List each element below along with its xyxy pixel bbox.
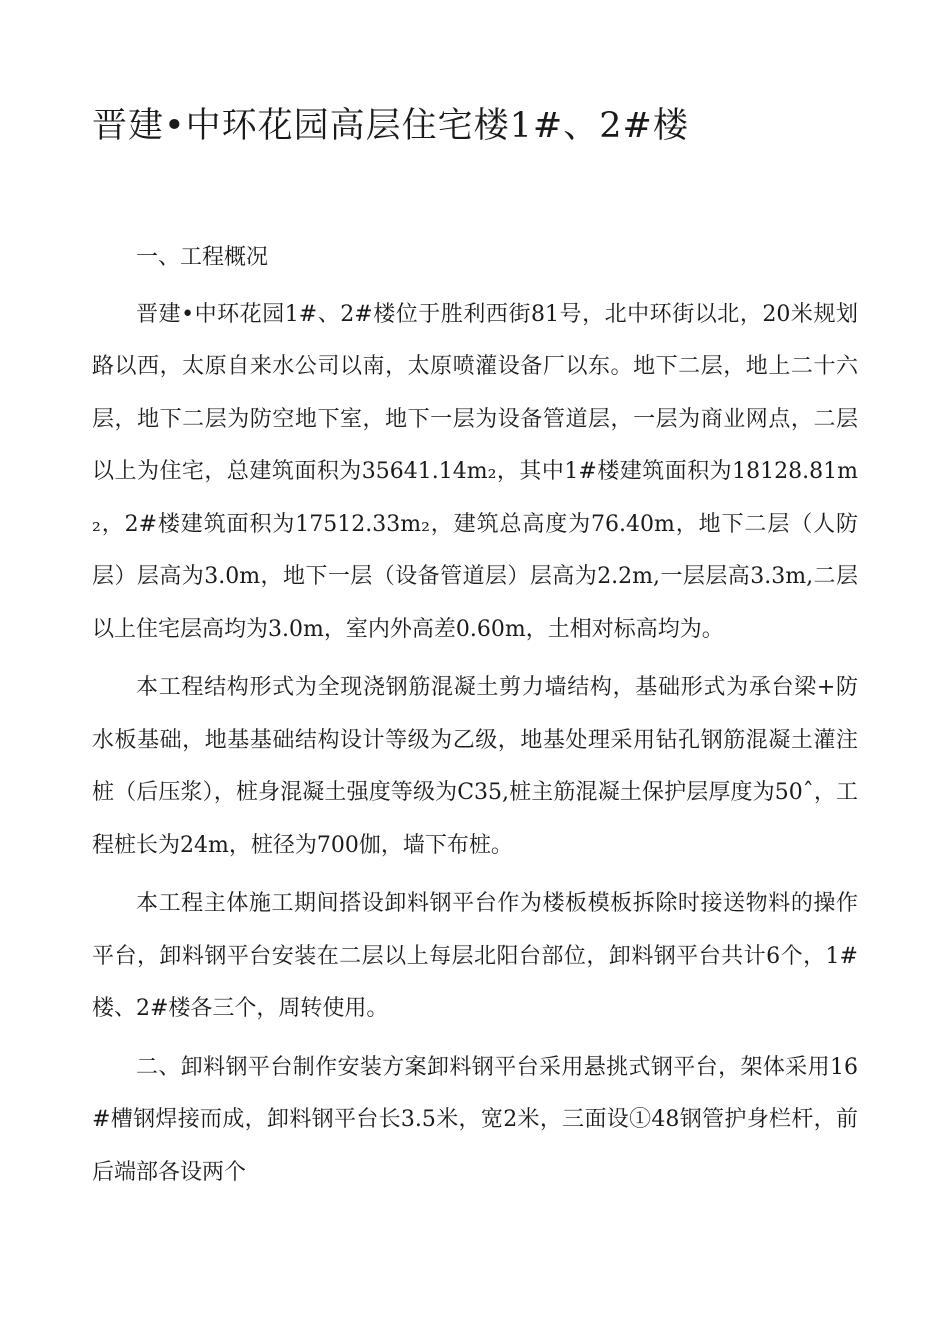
document-body (92, 232, 858, 1205)
paragraph-platform-plan: 二、卸料钢平台制作安装方案卸料钢平台采用悬挑式钢平台，架体采用16#槽钢焊接而成，卸料钢平台长3.5米，宽2米，三面设①48钢管护身栏杆，前后端部各设两个 (92, 1054, 858, 1185)
paragraph-structure: 本工程结构形式为全现浇钢筋混凝土剪力墙结构，基础形式为承台梁+防水板基础，地基基础结构设计等级为乙级，地基处理采用钻孔钢筋混凝土灌注桩（后压浆），桩身混凝土强度等级为C35,桩主筋混凝土保护层厚度为50ˆ，工程桩长为24m，桩径为700伽，墙下布桩。 (92, 675, 858, 858)
paragraph-location: 晋建•中环花园1#、2#楼位于胜利西街81号，北中环街以北，20米规划路以西，太原自来水公司以南，太原喷灌设备厂以东。地下二层，地上二十六层，地下二层为防空地下室，地下一层为设备管道层，一层为商业网点，二层以上为住宅，总建筑面积为35641.14m₂，其中1#楼建筑面积为18128.81m₂，2#楼建筑面积为17512.33m₂，建筑总高度为76.40m，地下二层（人防层）层高为3.0m，地下一层（设备管道层）层高为2.2m,一层层高3.3m,二层以上住宅层高均为3.0m，室内外高差0.60m，土相对标高均为。 (92, 301, 858, 642)
document-title: 晋建•中环花园高层住宅楼1#、2#楼 (92, 106, 689, 146)
paragraph-platform-usage: 本工程主体施工期间搭设卸料钢平台作为楼板模板拆除时接送物料的操作平台，卸料钢平台安装在二层以上每层北阳台部位，卸料钢平台共计6个，1#楼、2#楼各三个，周转使用。 (92, 891, 858, 1021)
section-heading-overview: 一、工程概况 (136, 245, 269, 270)
